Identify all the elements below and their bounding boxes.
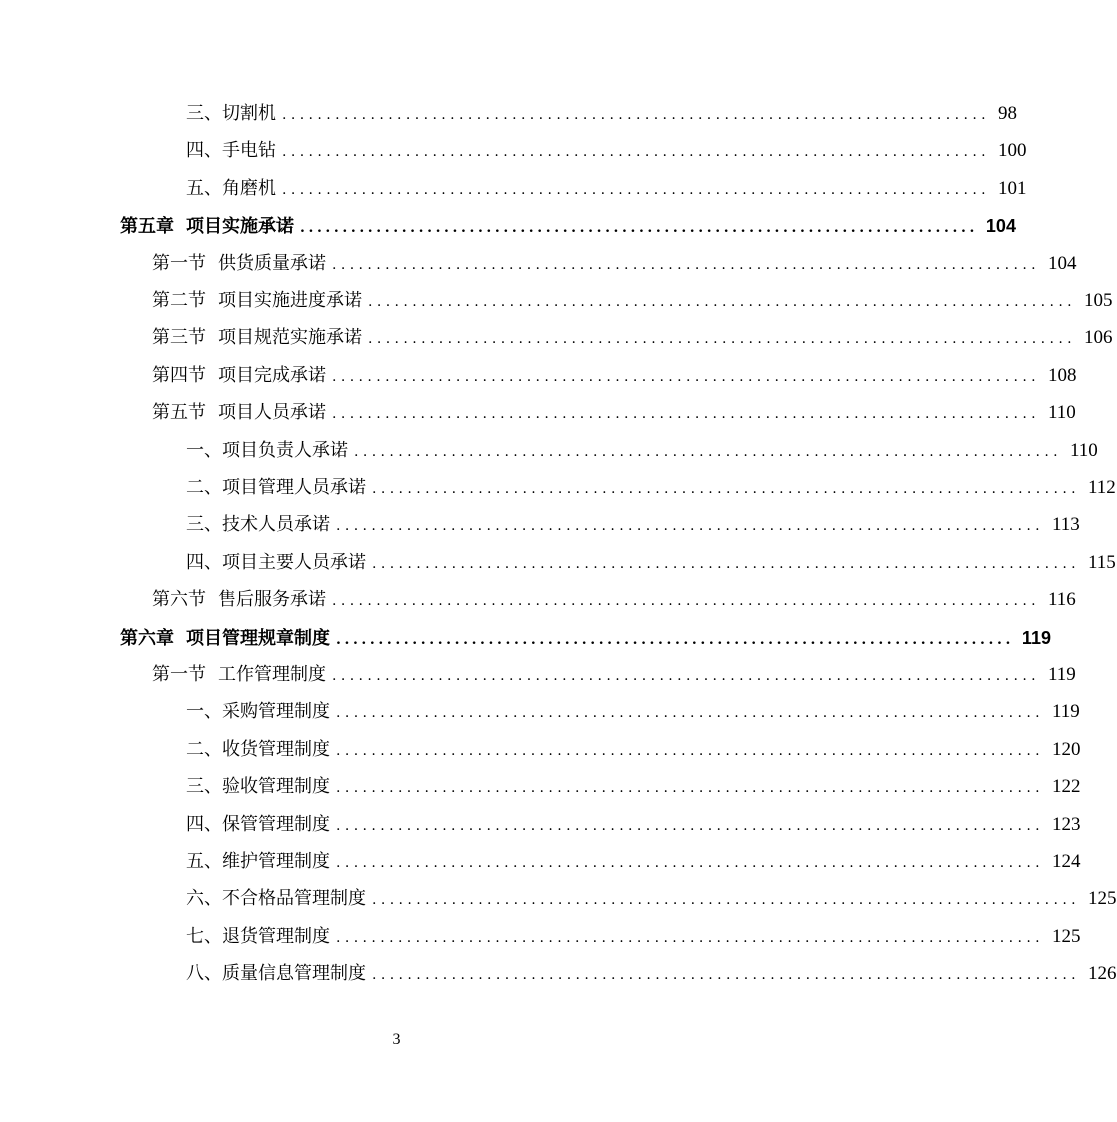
toc-entry-title: [152, 660, 326, 690]
toc-subsection-entry: [186, 884, 1117, 914]
toc-entry-label: 一、项目负责人承诺: [186, 440, 348, 461]
toc-entry-title: [186, 136, 276, 166]
toc-subsection-entry: [186, 810, 1081, 840]
toc-entry-label: 五、维护管理制度: [186, 851, 330, 872]
toc-page-number: 104: [1048, 253, 1077, 274]
toc-page-number: 113: [1052, 514, 1080, 535]
toc-leader-dots: ................................................................................: [336, 632, 1014, 648]
toc-entry-title: [186, 548, 366, 578]
toc-leader-dots: ................................................................................: [282, 182, 991, 198]
toc-entry-title: [186, 922, 330, 952]
toc-entry-label: 项目实施承诺: [186, 216, 294, 237]
toc-entry-title: [186, 810, 330, 840]
toc-page-number: 119: [1048, 664, 1076, 685]
toc-entry-label: 四、项目主要人员承诺: [186, 552, 366, 573]
toc-page-number: 125: [1052, 926, 1081, 947]
toc-leader-dots: ................................................................................: [282, 144, 991, 160]
toc-entry-title: [186, 436, 348, 466]
toc-entry-number: 第三节: [152, 327, 206, 348]
toc-leader-dots: ................................................................................: [332, 369, 1041, 385]
toc-section-entry: [152, 286, 1113, 316]
toc-page-number: 125: [1088, 888, 1117, 909]
toc-leader-dots: ................................................................................: [354, 444, 1063, 460]
toc-leader-dots: ................................................................................: [332, 257, 1041, 273]
toc-subsection-entry: [186, 99, 1018, 129]
toc-page-number: 112: [1088, 477, 1116, 498]
toc-page-number: 123: [1052, 814, 1081, 835]
toc-entry-title: [152, 361, 326, 391]
toc-section-entry: [152, 398, 1076, 428]
toc-leader-dots: ................................................................................: [332, 593, 1041, 609]
toc-leader-dots: ................................................................................: [282, 107, 991, 123]
toc-leader-dots: ................................................................................: [336, 818, 1045, 834]
toc-entry-number: 第六章: [120, 628, 174, 649]
toc-leader-dots: ................................................................................: [372, 967, 1081, 983]
toc-section-entry: [152, 585, 1076, 615]
toc-entry-label: 六、不合格品管理制度: [186, 888, 366, 909]
toc-entry-title: [152, 585, 326, 615]
toc-entry-title: [152, 249, 326, 279]
toc-subsection-entry: [186, 772, 1081, 802]
toc-subsection-entry: [186, 174, 1027, 204]
toc-subsection-entry: [186, 548, 1116, 578]
toc-entry-label: 售后服务承诺: [218, 589, 326, 610]
toc-subsection-entry: [186, 847, 1081, 877]
toc-page-number: 98: [998, 103, 1018, 124]
toc-entry-number: 第四节: [152, 365, 206, 386]
toc-entry-label: 二、收货管理制度: [186, 739, 330, 760]
toc-entry-label: 供货质量承诺: [218, 253, 326, 274]
toc-leader-dots: ................................................................................: [332, 406, 1041, 422]
toc-entry-number: 第五章: [120, 216, 174, 237]
toc-page-number: 110: [1070, 440, 1098, 461]
toc-entry-title: [186, 847, 330, 877]
toc-page-number: 115: [1088, 552, 1116, 573]
toc-entry-title: [152, 286, 362, 316]
toc-entry-label: 三、技术人员承诺: [186, 514, 330, 535]
toc-page-number: 119: [1021, 628, 1051, 648]
toc-entry-title: [186, 473, 366, 503]
toc-subsection-entry: [186, 136, 1027, 166]
toc-leader-dots: ................................................................................: [336, 855, 1045, 871]
toc-entry-number: 第六节: [152, 589, 206, 610]
toc-section-entry: [152, 323, 1113, 353]
toc-leader-dots: ................................................................................: [336, 780, 1045, 796]
toc-section-entry: [152, 660, 1076, 690]
toc-leader-dots: ................................................................................: [332, 668, 1041, 684]
toc-subsection-entry: [186, 473, 1116, 503]
toc-leader-dots: ................................................................................: [336, 705, 1045, 721]
toc-page-number: 120: [1052, 739, 1081, 760]
toc-entry-label: 项目人员承诺: [218, 402, 326, 423]
toc-entry-number: 第五节: [152, 402, 206, 423]
page-number: 3: [392, 1031, 401, 1048]
toc-entry-label: 项目管理规章制度: [186, 628, 330, 649]
toc-entry-title: [186, 735, 330, 765]
toc-entry-label: 四、保管管理制度: [186, 814, 330, 835]
toc-entry-label: 项目规范实施承诺: [218, 327, 362, 348]
toc-entry-label: 项目实施进度承诺: [218, 290, 362, 311]
toc-leader-dots: ................................................................................: [368, 331, 1077, 347]
toc-subsection-entry: [186, 697, 1080, 727]
toc-entry-title: [186, 99, 276, 129]
toc-page-number: 119: [1052, 701, 1080, 722]
toc-entry-label: 七、退货管理制度: [186, 926, 330, 947]
toc-leader-dots: ................................................................................: [336, 743, 1045, 759]
toc-entry-label: 八、质量信息管理制度: [186, 963, 366, 984]
toc-chapter-entry: [120, 623, 1051, 653]
toc-leader-dots: ................................................................................: [372, 556, 1081, 572]
toc-entry-number: 第二节: [152, 290, 206, 311]
toc-entry-label: 四、手电钻: [186, 140, 276, 161]
toc-entry-title: [152, 323, 362, 353]
toc-page-number: 100: [998, 140, 1027, 161]
toc-entry-title: [120, 624, 330, 654]
toc-subsection-entry: [186, 959, 1117, 989]
toc-entry-label: 二、项目管理人员承诺: [186, 477, 366, 498]
toc-entry-title: [186, 510, 330, 540]
toc-subsection-entry: [186, 735, 1081, 765]
toc-subsection-entry: [186, 510, 1080, 540]
toc-entry-title: [186, 174, 276, 204]
toc-entry-label: 一、采购管理制度: [186, 701, 330, 722]
toc-entry-label: 三、验收管理制度: [186, 776, 330, 797]
toc-page-number: 104: [985, 216, 1016, 236]
toc-entry-title: [120, 212, 294, 242]
toc-entry-title: [186, 959, 366, 989]
toc-page-number: 101: [998, 178, 1027, 199]
toc-leader-dots: ................................................................................: [336, 930, 1045, 946]
toc-entry-label: 三、切割机: [186, 103, 276, 124]
toc-entry-label: 项目完成承诺: [218, 365, 326, 386]
toc-page-number: 122: [1052, 776, 1081, 797]
toc-entry-label: 工作管理制度: [218, 664, 326, 685]
toc-section-entry: [152, 361, 1077, 391]
toc-entry-title: [186, 884, 366, 914]
toc-subsection-entry: [186, 436, 1098, 466]
toc-entry-number: 第一节: [152, 253, 206, 274]
toc-page-number: 108: [1048, 365, 1077, 386]
toc-chapter-entry: [120, 211, 1016, 241]
toc-page-number: 126: [1088, 963, 1117, 984]
toc-page-number: 116: [1048, 589, 1076, 610]
toc-page-number: 106: [1084, 327, 1113, 348]
toc-entry-title: [186, 697, 330, 727]
toc-page-number: 124: [1052, 851, 1081, 872]
toc-entry-title: [186, 772, 330, 802]
toc-leader-dots: ................................................................................: [368, 294, 1077, 310]
toc-leader-dots: ................................................................................: [372, 481, 1081, 497]
toc-leader-dots: ................................................................................: [336, 518, 1045, 534]
toc-section-entry: [152, 249, 1077, 279]
toc-page-number: 105: [1084, 290, 1113, 311]
toc-entry-number: 第一节: [152, 664, 206, 685]
toc-page-number: 110: [1048, 402, 1076, 423]
toc-subsection-entry: [186, 922, 1081, 952]
toc-entry-title: [152, 398, 326, 428]
toc-leader-dots: ................................................................................: [372, 892, 1081, 908]
toc-leader-dots: ................................................................................: [300, 220, 978, 236]
toc-entry-label: 五、角磨机: [186, 178, 276, 199]
